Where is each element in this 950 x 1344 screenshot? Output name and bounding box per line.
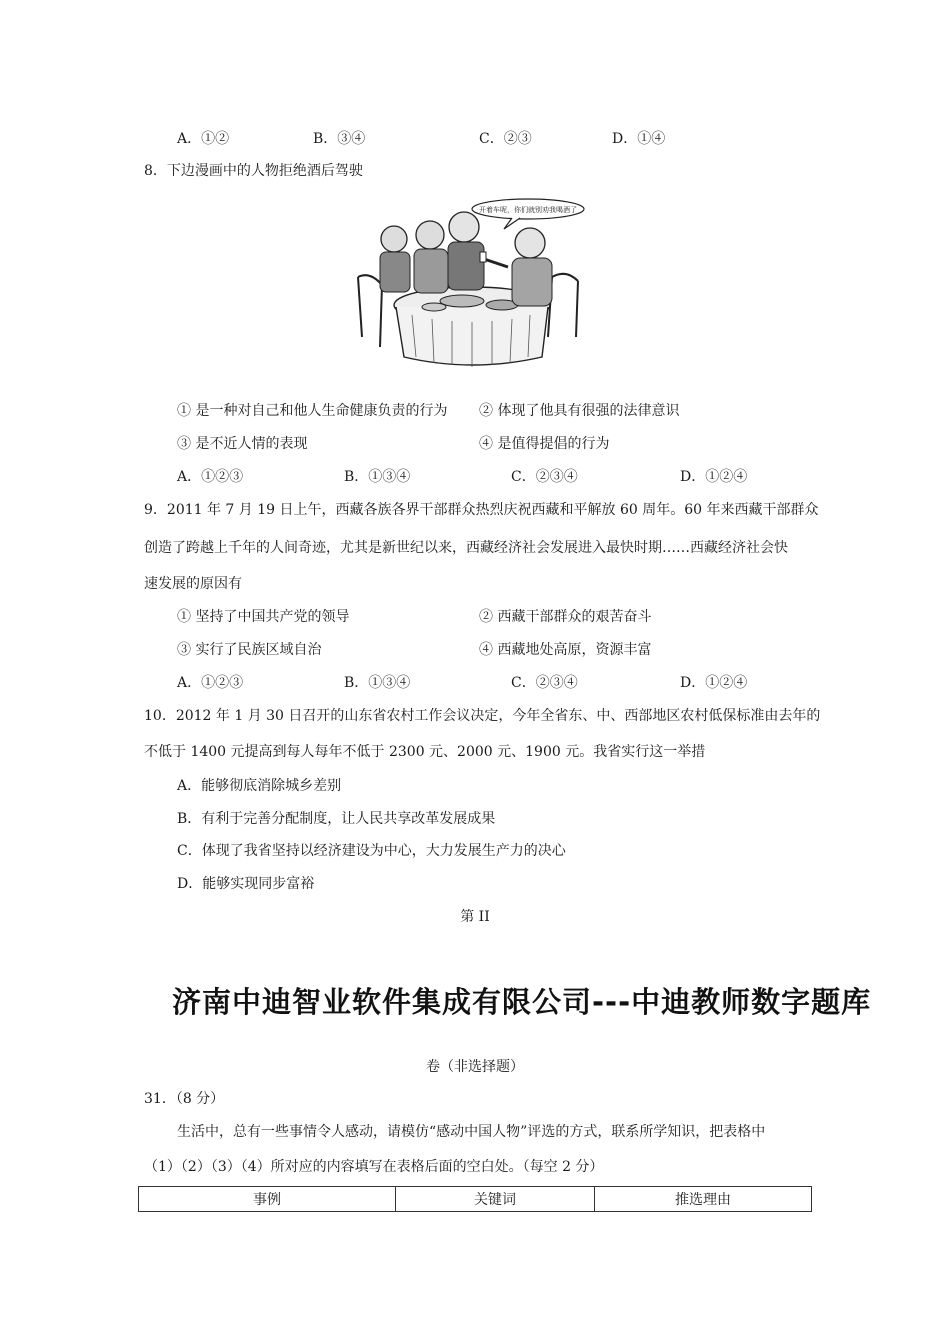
q8-statement-3: ③ 是不近人情的表现 <box>177 436 308 452</box>
q8-option-d: D．①②④ <box>680 469 748 485</box>
q10-line-2: 不低于 1400 元提高到每人每年不低于 2300 元、2000 元、1900 元。我省实行这一举措 <box>144 744 706 760</box>
q10-line-1: 10．2012 年 1 月 30 日召开的山东省农村工作会议决定，今年全省东、中、西部地区农村低保标准由去年的 <box>144 708 821 724</box>
q9-line-3: 速发展的原因有 <box>144 576 242 592</box>
q8-stem: 8．下边漫画中的人物拒绝酒后驾驶 <box>144 163 363 179</box>
q7-options <box>0 128 950 148</box>
q9-option-c: C．②③④ <box>511 675 578 691</box>
q9-option-d: D．①②④ <box>680 675 748 691</box>
q9-options <box>0 672 950 692</box>
q10-option-c: C．体现了我省坚持以经济建设为中心，大力发展生产力的决心 <box>177 843 566 859</box>
q8-statement-1: ① 是一种对自己和他人生命健康负责的行为 <box>177 403 448 419</box>
publisher-watermark: 济南中迪智业软件集成有限公司---中迪教师数字题库 <box>172 985 872 1019</box>
cartoon-image <box>352 197 586 374</box>
table-header-keyword: 关键词 <box>396 1187 595 1212</box>
q31-number: 31．（8 分） <box>144 1091 225 1107</box>
q31-line-2: （1）（2）（3）（4）所对应的内容填写在表格后面的空白处。（每空 2 分） <box>144 1159 604 1175</box>
q31-table <box>138 1186 812 1212</box>
q8-option-b: B．①③④ <box>344 469 411 485</box>
q8-statement-4: ④ 是值得提倡的行为 <box>479 436 610 452</box>
q10-option-d: D．能够实现同步富裕 <box>177 876 315 892</box>
cartoon-caption: 开着车呢，你们就别劝我喝酒了 <box>479 206 577 214</box>
q9-statement-2: ② 西藏干部群众的艰苦奋斗 <box>479 609 652 625</box>
q8-option-a: A．①②③ <box>177 469 244 485</box>
q9-statement-4: ④ 西藏地处高原，资源丰富 <box>479 642 652 658</box>
section-heading-part2: 卷（非选择题） <box>426 1059 524 1075</box>
table-header-reason: 推选理由 <box>595 1187 812 1212</box>
q9-line-1: 9．2011 年 7 月 19 日上午，西藏各族各界干部群众热烈庆祝西藏和平解放 60 周年。60 年来西藏干部群众 <box>144 502 819 518</box>
q7-option-c: C．②③ <box>479 131 532 147</box>
q7-option-d: D．①④ <box>612 131 666 147</box>
q9-statement-3: ③ 实行了民族区域自治 <box>177 642 322 658</box>
q9-option-a: A．①②③ <box>177 675 244 691</box>
q9-statement-1: ① 坚持了中国共产党的领导 <box>177 609 350 625</box>
q8-statement-2: ② 体现了他具有很强的法律意识 <box>479 403 680 419</box>
section-heading-part1: 第 II <box>460 909 490 925</box>
q7-option-b: B．③④ <box>313 131 366 147</box>
q9-option-b: B．①③④ <box>344 675 411 691</box>
q31-line-1: 生活中，总有一些事情令人感动，请模仿“感动中国人物”评选的方式，联系所学知识，把表格中 <box>177 1124 766 1140</box>
q10-option-a: A．能够彻底消除城乡差别 <box>177 778 342 794</box>
q10-option-b: B．有利于完善分配制度，让人民共享改革发展成果 <box>177 811 496 827</box>
table-header-example: 事例 <box>139 1187 396 1212</box>
q7-option-a: A．①② <box>177 131 230 147</box>
q8-options <box>0 466 950 486</box>
table-header-row <box>139 1187 812 1212</box>
q8-option-c: C．②③④ <box>511 469 578 485</box>
q9-line-2: 创造了跨越上千年的人间奇迹，尤其是新世纪以来，西藏经济社会发展进入最快时期……西藏经济社会快 <box>144 540 788 556</box>
